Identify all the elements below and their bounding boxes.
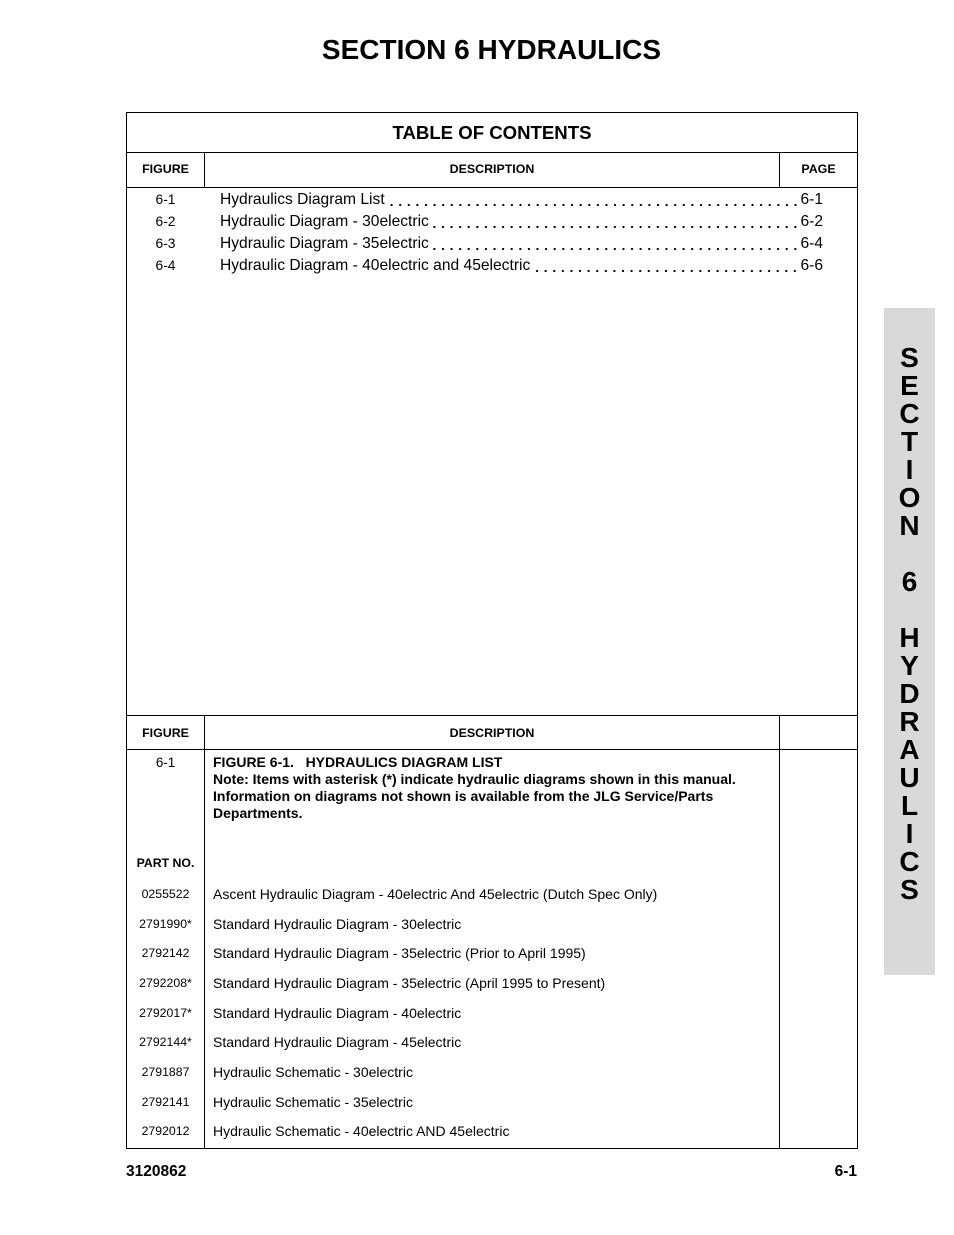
toc-entry-description: Hydraulic Diagram - 30electric xyxy=(220,213,429,230)
part-description: Hydraulic Schematic - 40electric AND 45electric xyxy=(213,1123,510,1140)
dot-leader xyxy=(433,233,800,255)
side-tab-letter: T xyxy=(900,426,919,457)
toc-entry-figure: 6-3 xyxy=(155,236,176,251)
side-tab-letter: O xyxy=(898,482,921,513)
part-description: Standard Hydraulic Diagram - 45electric xyxy=(213,1034,462,1051)
side-tab-letter: I xyxy=(905,818,914,849)
toc-column-header-row xyxy=(127,153,857,188)
part-number: 0255522 xyxy=(141,887,190,902)
toc-entry xyxy=(127,211,823,233)
page-title: SECTION 6 HYDRAULICS xyxy=(321,34,662,65)
part-number: 2792017* xyxy=(139,1005,192,1020)
part-number: 2792142 xyxy=(141,946,190,961)
side-tab-letter: U xyxy=(899,762,920,793)
toc-entry-figure: 6-4 xyxy=(155,258,176,273)
parts-row xyxy=(127,910,779,940)
side-tab-text xyxy=(884,344,935,904)
side-tab-letter: Y xyxy=(900,650,919,681)
side-tab-letter: H xyxy=(899,622,920,653)
column-header-description: DESCRIPTION xyxy=(205,153,780,187)
contents-table xyxy=(126,112,858,1149)
side-tab-letter: R xyxy=(899,706,920,737)
part-number: 2791887 xyxy=(141,1064,190,1079)
toc-entry-page: 6-1 xyxy=(800,191,823,208)
part-number: 2792208* xyxy=(139,976,192,991)
part-description: Standard Hydraulic Diagram - 35electric (Prior to April 1995) xyxy=(213,945,586,962)
side-tab-letter: N xyxy=(899,510,920,541)
side-tab-letter: S xyxy=(900,874,919,905)
toc-entry xyxy=(127,189,823,211)
side-tab-letter: S xyxy=(900,342,919,373)
parts-row xyxy=(127,999,779,1029)
footer-document-number: 3120862 xyxy=(126,1163,187,1180)
side-tab-letter: 6 xyxy=(901,566,918,597)
dot-leader xyxy=(433,211,800,233)
parts-row xyxy=(127,1117,779,1147)
side-tab-letter: C xyxy=(899,846,920,877)
part-number-label: PART NO. xyxy=(136,855,195,870)
column-header-page: PAGE xyxy=(801,162,836,176)
toc-entry-page: 6-4 xyxy=(800,235,823,252)
toc-entry-page: 6-6 xyxy=(800,257,823,274)
figure-title: FIGURE 6-1. HYDRAULICS DIAGRAM LIST xyxy=(213,754,503,770)
footer-page-number: 6-1 xyxy=(834,1163,857,1180)
toc-entry-figure: 6-2 xyxy=(155,214,176,229)
side-tab-gap xyxy=(884,540,935,568)
part-description: Hydraulic Schematic - 30electric xyxy=(213,1063,413,1080)
toc-entry xyxy=(127,233,823,255)
toc-entry-figure: 6-1 xyxy=(155,192,176,207)
parts-row xyxy=(127,880,779,910)
figure-note: Note: Items with asterisk (*) indicate hydraulic diagrams shown in this manual. Information on diagrams not shown is available from the JLG Service/Parts Departments. xyxy=(213,771,736,821)
toc-entry-description: Hydraulic Diagram - 40electric and 45electric xyxy=(220,257,531,274)
column-header-figure: FIGURE xyxy=(127,716,205,749)
part-description: Standard Hydraulic Diagram - 35electric (April 1995 to Present) xyxy=(213,975,606,992)
column-header-figure: FIGURE xyxy=(127,153,205,187)
parts-list xyxy=(127,880,779,1147)
part-number: 2792012 xyxy=(141,1124,190,1139)
part-description: Standard Hydraulic Diagram - 30electric xyxy=(213,915,462,932)
column-header-description: DESCRIPTION xyxy=(205,716,780,749)
table-heading: TABLE OF CONTENTS xyxy=(127,113,857,153)
parts-row xyxy=(127,969,779,999)
column-divider xyxy=(779,750,780,1148)
toc-entry-description: Hydraulics Diagram List xyxy=(220,191,385,208)
dot-leader xyxy=(534,255,799,277)
toc-entries xyxy=(127,188,857,277)
part-description: Hydraulic Schematic - 35electric xyxy=(213,1093,413,1110)
section-side-tab xyxy=(884,308,935,975)
side-tab-letter: E xyxy=(900,370,919,401)
toc-entry-description: Hydraulic Diagram - 35electric xyxy=(220,235,429,252)
part-description: Standard Hydraulic Diagram - 40electric xyxy=(213,1004,462,1021)
side-tab-letter: A xyxy=(899,734,920,765)
toc-entry xyxy=(127,255,823,277)
side-tab-letter: L xyxy=(900,790,919,821)
dot-leader xyxy=(389,189,800,211)
side-tab-letter: D xyxy=(899,678,920,709)
part-number: 2792141 xyxy=(141,1094,190,1109)
figure-list-column-header-row xyxy=(127,715,857,750)
side-tab-letter: C xyxy=(899,398,920,429)
parts-row xyxy=(127,1058,779,1088)
column-header-empty xyxy=(780,716,857,749)
toc-entry-page: 6-2 xyxy=(800,213,823,230)
figure-number: 6-1 xyxy=(155,755,176,770)
side-tab-gap xyxy=(884,596,935,624)
part-number: 2792144* xyxy=(139,1035,192,1050)
parts-row xyxy=(127,1088,779,1118)
part-description: Ascent Hydraulic Diagram - 40electric And 45electric (Dutch Spec Only) xyxy=(213,886,658,903)
part-number: 2791990* xyxy=(139,916,192,931)
parts-row xyxy=(127,939,779,969)
figure-caption xyxy=(213,754,773,822)
figure-list xyxy=(127,750,857,1148)
parts-row xyxy=(127,1028,779,1058)
side-tab-letter: I xyxy=(905,454,914,485)
